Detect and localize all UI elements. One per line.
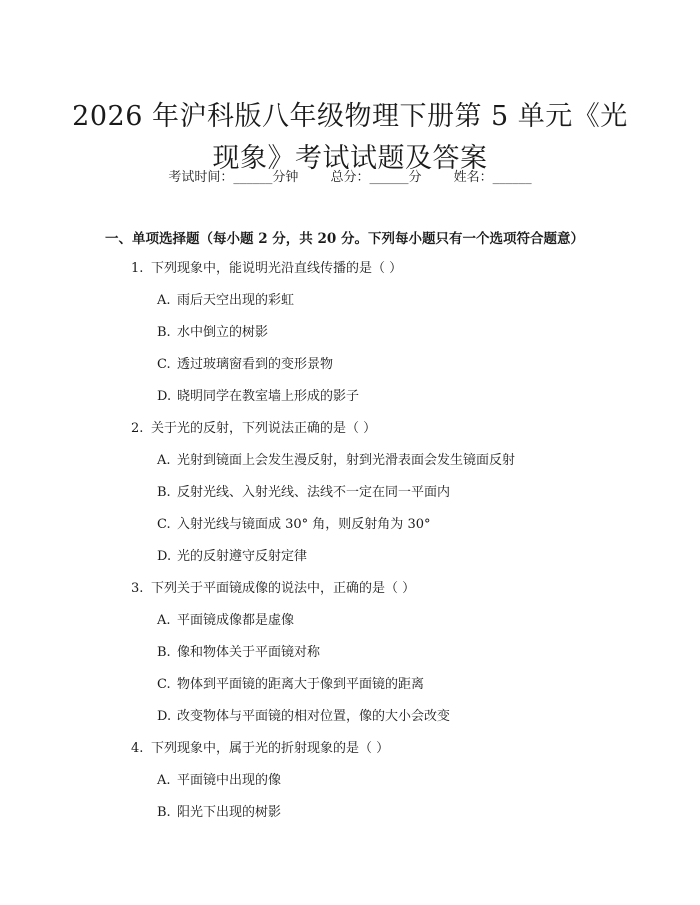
- option-letter: A.: [157, 453, 171, 468]
- title-line-2: 现象》考试试题及答案: [212, 143, 488, 175]
- question-text: 下列现象中，能说明光沿直线传播的是（ ）: [151, 261, 403, 276]
- question-number: 4.: [131, 741, 144, 756]
- option-letter: D.: [157, 709, 172, 724]
- option-2c: [157, 515, 430, 535]
- option-2a: [157, 451, 515, 471]
- option-text: 光射到镜面上会发生漫反射，射到光滑表面会发生镜面反射: [177, 453, 516, 468]
- question-3: [131, 579, 415, 599]
- option-text: 像和物体关于平面镜对称: [177, 645, 321, 660]
- option-text: 物体到平面镜的距离大于像到平面镜的距离: [177, 677, 425, 692]
- option-letter: D.: [157, 549, 172, 564]
- option-text: 平面镜成像都是虚像: [177, 613, 295, 628]
- option-text: 雨后天空出现的彩虹: [177, 293, 295, 308]
- option-4a: [157, 771, 281, 791]
- option-text: 透过玻璃窗看到的变形景物: [177, 357, 334, 372]
- option-text: 晓明同学在教室墙上形成的影子: [177, 389, 360, 404]
- question-number: 3.: [131, 581, 144, 596]
- exam-time-field: 考试时间：______分钟: [168, 170, 299, 185]
- option-letter: B.: [157, 325, 171, 340]
- option-letter: A.: [157, 293, 171, 308]
- section-heading: 一、单项选择题（每小题 2 分，共 20 分。下列每小题只有一个选项符合题意）: [105, 231, 584, 247]
- name-field: 姓名：______: [453, 170, 532, 185]
- question-4: [131, 739, 389, 759]
- total-score-field: 总分：______分: [330, 170, 422, 185]
- option-3a: [157, 611, 294, 631]
- option-letter: D.: [157, 389, 172, 404]
- option-text: 水中倒立的树影: [177, 325, 269, 340]
- option-1a: [157, 291, 294, 311]
- option-text: 平面镜中出现的像: [177, 773, 282, 788]
- option-text: 改变物体与平面镜的相对位置，像的大小会改变: [177, 709, 451, 724]
- option-1b: [157, 323, 268, 343]
- option-letter: B.: [157, 485, 171, 500]
- option-text: 光的反射遵守反射定律: [177, 549, 308, 564]
- question-number: 2.: [131, 421, 144, 436]
- question-2: [131, 419, 376, 439]
- option-letter: A.: [157, 613, 171, 628]
- option-1d: [157, 387, 359, 407]
- question-text: 下列关于平面镜成像的说法中，正确的是（ ）: [151, 581, 416, 596]
- option-3d: [157, 707, 450, 727]
- question-number: 1.: [131, 261, 144, 276]
- option-letter: B.: [157, 645, 171, 660]
- title-line-1: 2026 年沪科版八年级物理下册第 5 单元《光: [72, 101, 628, 133]
- option-text: 反射光线、入射光线、法线不一定在同一平面内: [177, 485, 451, 500]
- option-text: 入射光线与镜面成 30° 角，则反射角为 30°: [177, 517, 431, 532]
- exam-meta: [0, 168, 700, 188]
- option-letter: A.: [157, 773, 171, 788]
- option-text: 阳光下出现的树影: [177, 805, 282, 820]
- option-4b: [157, 803, 281, 823]
- option-3b: [157, 643, 320, 663]
- option-letter: C.: [157, 357, 171, 372]
- option-2b: [157, 483, 450, 503]
- option-letter: C.: [157, 517, 171, 532]
- option-2d: [157, 547, 307, 567]
- question-text: 关于光的反射，下列说法正确的是（ ）: [151, 421, 377, 436]
- option-letter: B.: [157, 805, 171, 820]
- question-text: 下列现象中，属于光的折射现象的是（ ）: [151, 741, 390, 756]
- question-1: [131, 259, 402, 279]
- option-1c: [157, 355, 333, 375]
- option-3c: [157, 675, 424, 695]
- option-letter: C.: [157, 677, 171, 692]
